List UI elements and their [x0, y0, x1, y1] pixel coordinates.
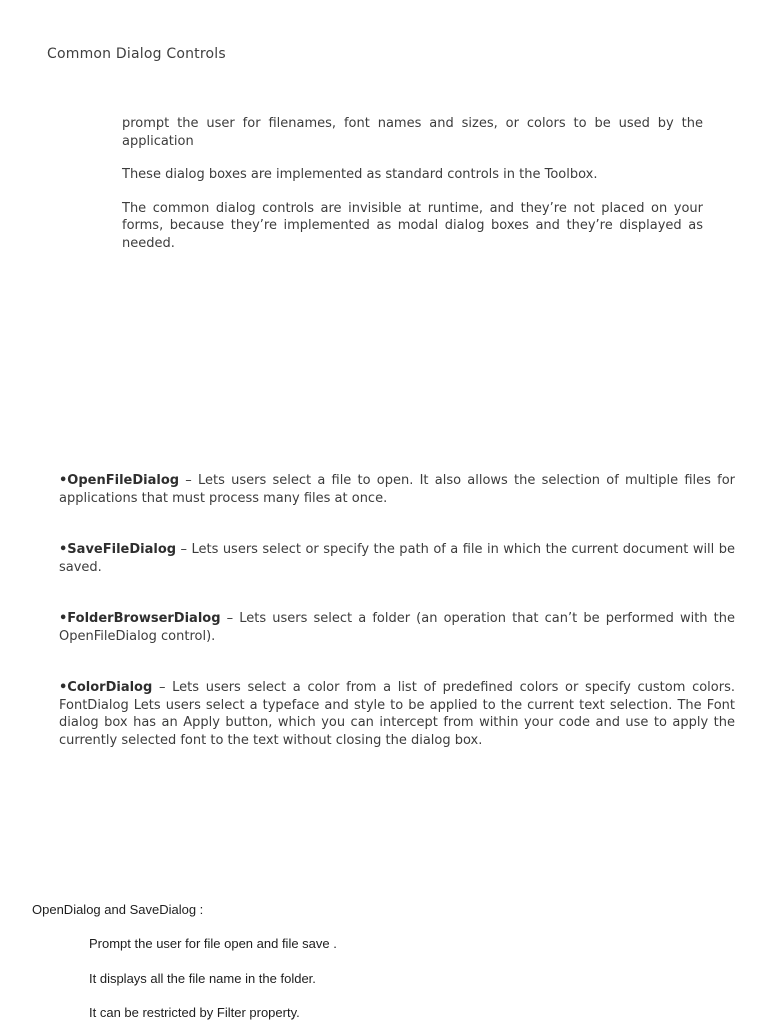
footer-list [89, 936, 337, 1024]
bullet-term: •ColorDialog [59, 680, 153, 695]
bullet-folderbrowserdialog [59, 610, 735, 645]
bullet-savefiledialog [59, 541, 735, 576]
intro-paragraph: These dialog boxes are implemented as standard controls in the Toolbox. [122, 167, 598, 182]
footer-item: It can be restricted by Filter property. [89, 1005, 300, 1020]
bullet-text: – Lets users select a folder (an operation that can’t be performed with the OpenFileDialog control). [59, 611, 735, 644]
footer-heading: OpenDialog and SaveDialog : [32, 902, 204, 917]
bullet-openfiledialog [59, 472, 735, 507]
intro-section [122, 115, 703, 268]
bullet-colordialog [59, 679, 735, 749]
bullet-term: •SaveFileDialog [59, 542, 177, 557]
bullet-text: – Lets users select or specify the path of a file in which the current document will be saved. [59, 542, 735, 575]
bullet-text: – Lets users select a color from a list of predefined colors or specify custom colors. FontDialog Lets users select a typeface and style to be applied to the current text selection. The Font dialog box has an Apply button, which you can intercept from within your code and use to apply the currently selected font to the text without closing the dialog box. [59, 680, 735, 748]
bullet-text: – Lets users select a file to open. It also allows the selection of multiple files for applications that must process many files at once. [59, 473, 735, 506]
intro-paragraph: The common dialog controls are invisible at runtime, and they’re not placed on your forms, because they’re implemented as modal dialog boxes and they’re displayed as needed. [122, 200, 703, 251]
intro-paragraph: prompt the user for filenames, font names and sizes, or colors to be used by the application [122, 116, 703, 149]
dialog-bullet-list [59, 472, 735, 783]
footer-item: Prompt the user for file open and file save . [89, 936, 337, 951]
footer-item: It displays all the file name in the folder. [89, 970, 316, 986]
bullet-term: •OpenFileDialog [59, 473, 180, 488]
page-title: Common Dialog Controls [47, 46, 226, 62]
bullet-term: •FolderBrowserDialog [59, 611, 221, 626]
